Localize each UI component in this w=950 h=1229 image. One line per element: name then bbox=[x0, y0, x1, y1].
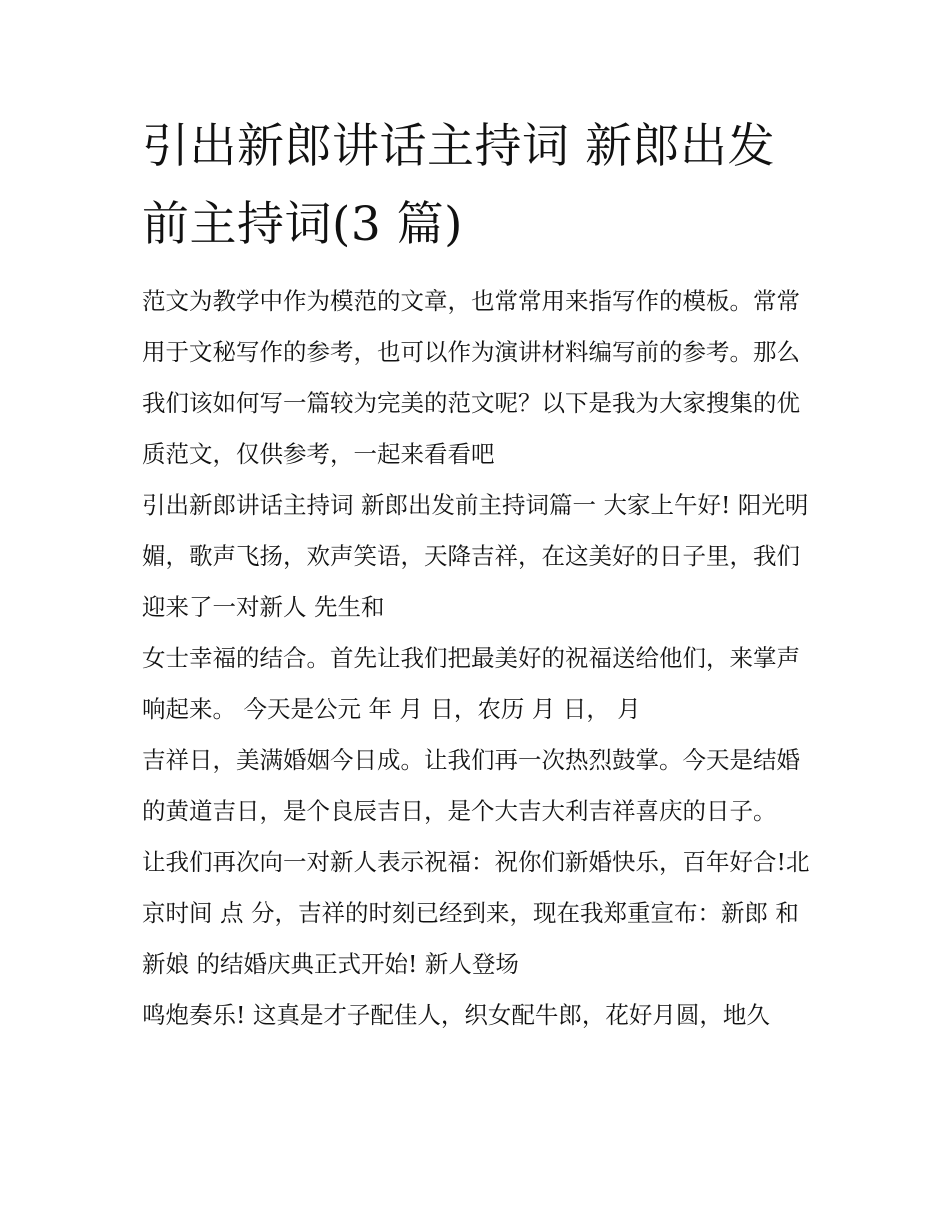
paragraph-auspicious-day: 吉祥日，美满婚姻今日成。让我们再一次热烈鼓掌。今天是结婚的黄道吉日，是个良辰吉日，是个大吉大利吉祥喜庆的日子。 bbox=[142, 746, 800, 825]
title-line-1: 引出新郎讲话主持词 新郎出发 bbox=[142, 119, 775, 174]
document-body bbox=[142, 276, 822, 1041]
title-line-2: 前主持词(3 篇) bbox=[142, 197, 464, 252]
paragraph-opening: 引出新郎讲话主持词 新郎出发前主持词篇一 大家上午好! 阳光明媚，歌声飞扬，欢声笑语，天降吉祥，在这美好的日子里，我们迎来了一对新人 先生和 bbox=[142, 491, 809, 621]
paragraph-intro: 范文为教学中作为模范的文章，也常常用来指写作的模板。常常用于文秘写作的参考，也可以作为演讲材料编写前的参考。那么我们该如何写一篇较为完美的范文呢？以下是我为大家搜集的优质范文，仅供参考，一起来看看吧 bbox=[142, 287, 800, 468]
paragraph-fanfare: 鸣炮奏乐! 这真是才子配佳人，织女配牛郎，花好月圆，地久 bbox=[142, 1001, 770, 1029]
paragraph-ceremony-start: 让我们再次向一对新人表示祝福：祝你们新婚快乐，百年好合!北京时间 点 分，吉祥的时刻已经到来，现在我郑重宣布：新郎 和新娘 的结婚庆典正式开始! 新人登场 bbox=[142, 848, 810, 978]
paragraph-blessing: 女士幸福的结合。首先让我们把最美好的祝福送给他们，来掌声响起来。 今天是公元 年 月 日，农历 月 日， 月 bbox=[142, 644, 800, 723]
document-title bbox=[142, 108, 832, 264]
